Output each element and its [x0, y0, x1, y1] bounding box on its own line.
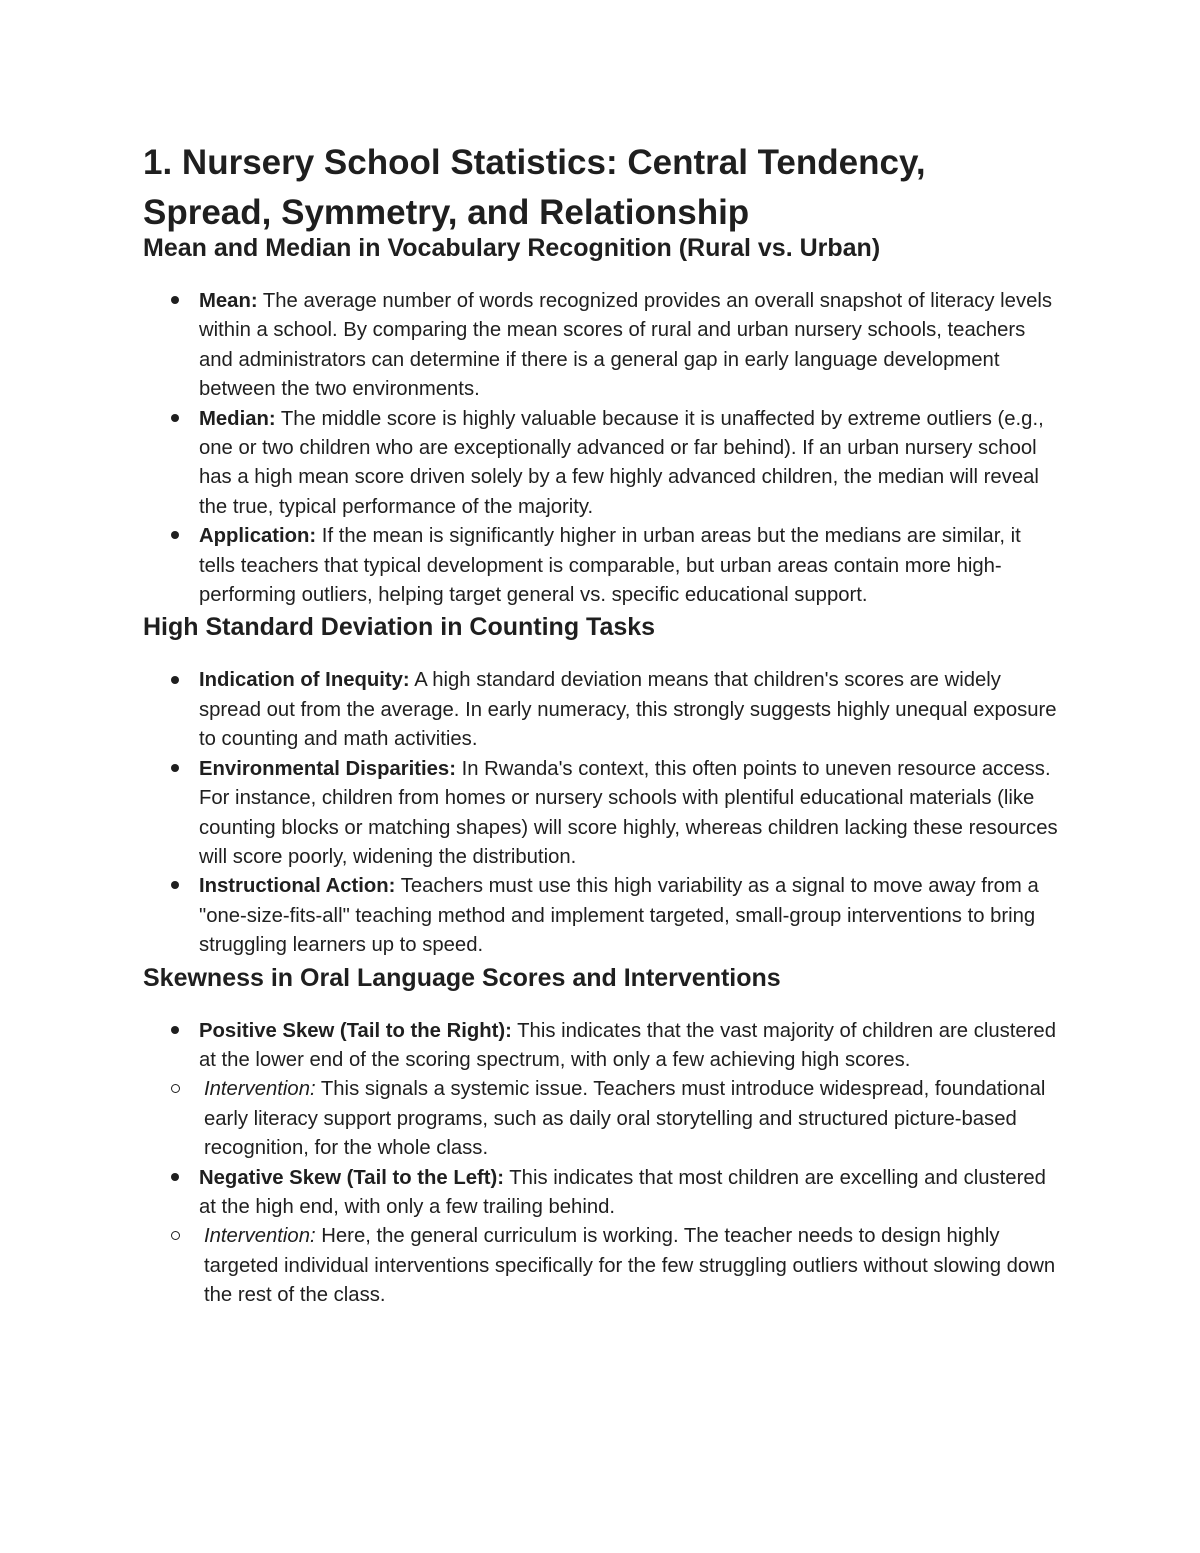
- item-term: Intervention:: [204, 1078, 316, 1101]
- list-item: [143, 287, 1060, 405]
- item-term: Mean:: [199, 290, 258, 312]
- bullet-icon: [167, 287, 183, 316]
- bullet-icon: [167, 1164, 183, 1193]
- sub-list-item: [143, 1075, 1060, 1163]
- item-text: This indicates that the vast majority of children are clustered at the lower end of the scoring spectrum, with only a few achieving high scores.: [199, 1019, 1056, 1071]
- item-term: Positive Skew (Tail to the Right):: [199, 1019, 512, 1042]
- list-item: [143, 522, 1060, 610]
- bullet-icon: [167, 755, 183, 784]
- bullet-list-mean-median: [143, 287, 1060, 610]
- item-text: This indicates that most children are excelling and clustered at the high end, with only a few trailing behind.: [199, 1166, 1046, 1218]
- list-item: [143, 755, 1060, 873]
- item-term: Environmental Disparities:: [199, 757, 456, 780]
- item-text: The middle score is highly valuable because it is unaffected by extreme outliers (e.g., one or two children who are exceptionally advanced or far behind). If an urban nursery school has a high mean score driven solely by a few highly advanced children, the median will reveal the true, typical performance of the majority.: [199, 407, 1044, 518]
- sub-bullet-icon: [167, 1075, 183, 1104]
- list-item: [143, 666, 1060, 754]
- list-item: [143, 872, 1060, 960]
- bullet-list-skewness: [143, 1017, 1060, 1311]
- bullet-icon: [167, 872, 183, 901]
- list-item: [143, 1164, 1060, 1223]
- item-text: If the mean is significantly higher in urban areas but the medians are similar, it tells teachers that typical development is comparable, but urban areas contain more high-performing outliers, helping target general vs. specific educational support.: [199, 525, 1021, 607]
- list-item: [143, 405, 1060, 523]
- item-term: Negative Skew (Tail to the Left):: [199, 1166, 505, 1189]
- section-heading-mean-median: Mean and Median in Vocabulary Recognition (Rural vs. Urban): [143, 234, 881, 262]
- bullet-icon: [167, 522, 183, 551]
- section-heading-skewness: Skewness in Oral Language Scores and Interventions: [143, 963, 781, 992]
- item-term: Median:: [199, 407, 276, 430]
- item-term: Application:: [199, 525, 317, 548]
- sub-list-item: [143, 1222, 1060, 1310]
- item-term: Intervention:: [204, 1225, 316, 1248]
- list-item: [143, 1017, 1060, 1076]
- sub-bullet-icon: [167, 1222, 183, 1251]
- item-text: The average number of words recognized provides an overall snapshot of literacy levels within a school. By comparing the mean scores of rural and urban nursery schools, teachers and administrators can determine if there is a general gap in early language development between the two environments.: [199, 290, 1053, 401]
- item-term: Instructional Action:: [199, 875, 396, 898]
- bullet-icon: [167, 405, 183, 434]
- item-text: Here, the general curriculum is working. The teacher needs to design highly targeted individual interventions specifically for the few struggling outliers without slowing down the rest of the class.: [204, 1225, 1056, 1307]
- item-term: Indication of Inequity:: [199, 669, 410, 692]
- bullet-icon: [167, 1017, 183, 1046]
- document-title: 1. Nursery School Statistics: Central Tendency, Spread, Symmetry, and Relationship: [143, 143, 926, 232]
- item-text: Teachers must use this high variability as a signal to move away from a "one-size-fits-all" teaching method and implement targeted, small-group interventions to bring struggling learners up to speed.: [199, 875, 1039, 957]
- item-text: A high standard deviation means that children's scores are widely spread out from the average. In early numeracy, this strongly suggests highly unequal exposure to counting and math activities.: [199, 669, 1057, 751]
- item-text: This signals a systemic issue. Teachers must introduce widespread, foundational early literacy support programs, such as daily oral storytelling and structured picture-based recognition, for the whole class.: [204, 1078, 1046, 1160]
- section-heading-standard-deviation: High Standard Deviation in Counting Tasks: [143, 613, 656, 642]
- bullet-list-standard-deviation: [143, 666, 1060, 960]
- bullet-icon: [167, 666, 183, 695]
- item-text: In Rwanda's context, this often points to uneven resource access. For instance, children from homes or nursery schools with plentiful educational materials (like counting blocks or matching shapes) will score highly, whereas children lacking these resources will score poorly, widening the distribution.: [199, 757, 1058, 868]
